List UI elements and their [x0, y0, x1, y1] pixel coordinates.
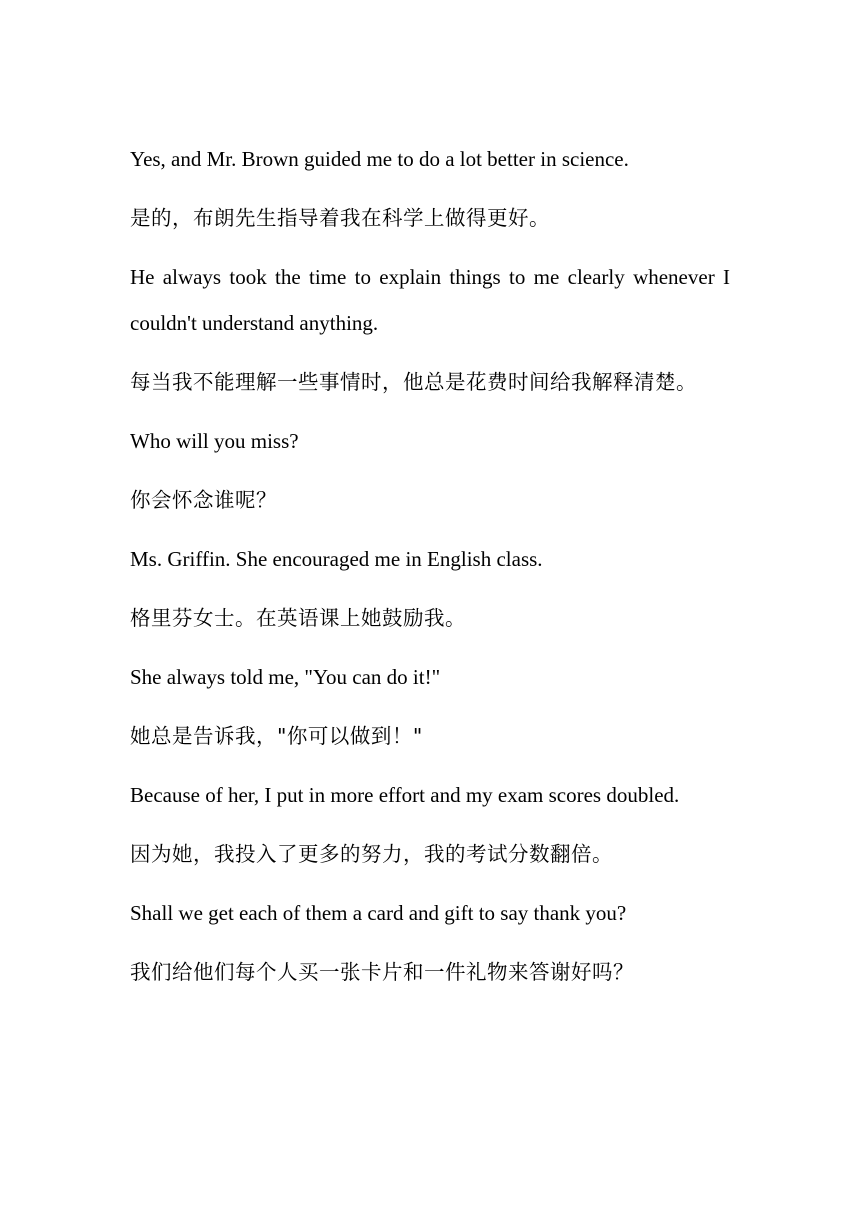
paragraph-chinese: 我们给他们每个人买一张卡片和一件礼物来答谢好吗？ — [130, 960, 634, 984]
paragraph-english: Who will you miss? — [130, 429, 299, 453]
paragraph-english: Yes, and Mr. Brown guided me to do a lot better in science. — [130, 147, 629, 171]
paragraph-english: Shall we get each of them a card and gift to say thank you? — [130, 901, 627, 925]
paragraph-chinese: 是的，布朗先生指导着我在科学上做得更好。 — [130, 206, 550, 230]
document-page — [130, 136, 730, 1008]
paragraph-english: Ms. Griffin. She encouraged me in English class. — [130, 547, 543, 571]
paragraph-english: Because of her, I put in more effort and my exam scores doubled. — [130, 783, 680, 807]
paragraph-chinese: 她总是告诉我，"你可以做到！" — [130, 724, 423, 748]
paragraph-chinese: 你会怀念谁呢？ — [130, 488, 277, 512]
paragraph-english: She always told me, "You can do it!" — [130, 665, 441, 689]
paragraph-chinese: 格里芬女士。在英语课上她鼓励我。 — [130, 606, 466, 630]
paragraph-english: He always took the time to explain things to me clearly whenever I couldn't understand anything. — [130, 265, 730, 335]
paragraph-chinese: 因为她，我投入了更多的努力，我的考试分数翻倍。 — [130, 842, 613, 866]
paragraph-chinese: 每当我不能理解一些事情时，他总是花费时间给我解释清楚。 — [130, 370, 697, 394]
